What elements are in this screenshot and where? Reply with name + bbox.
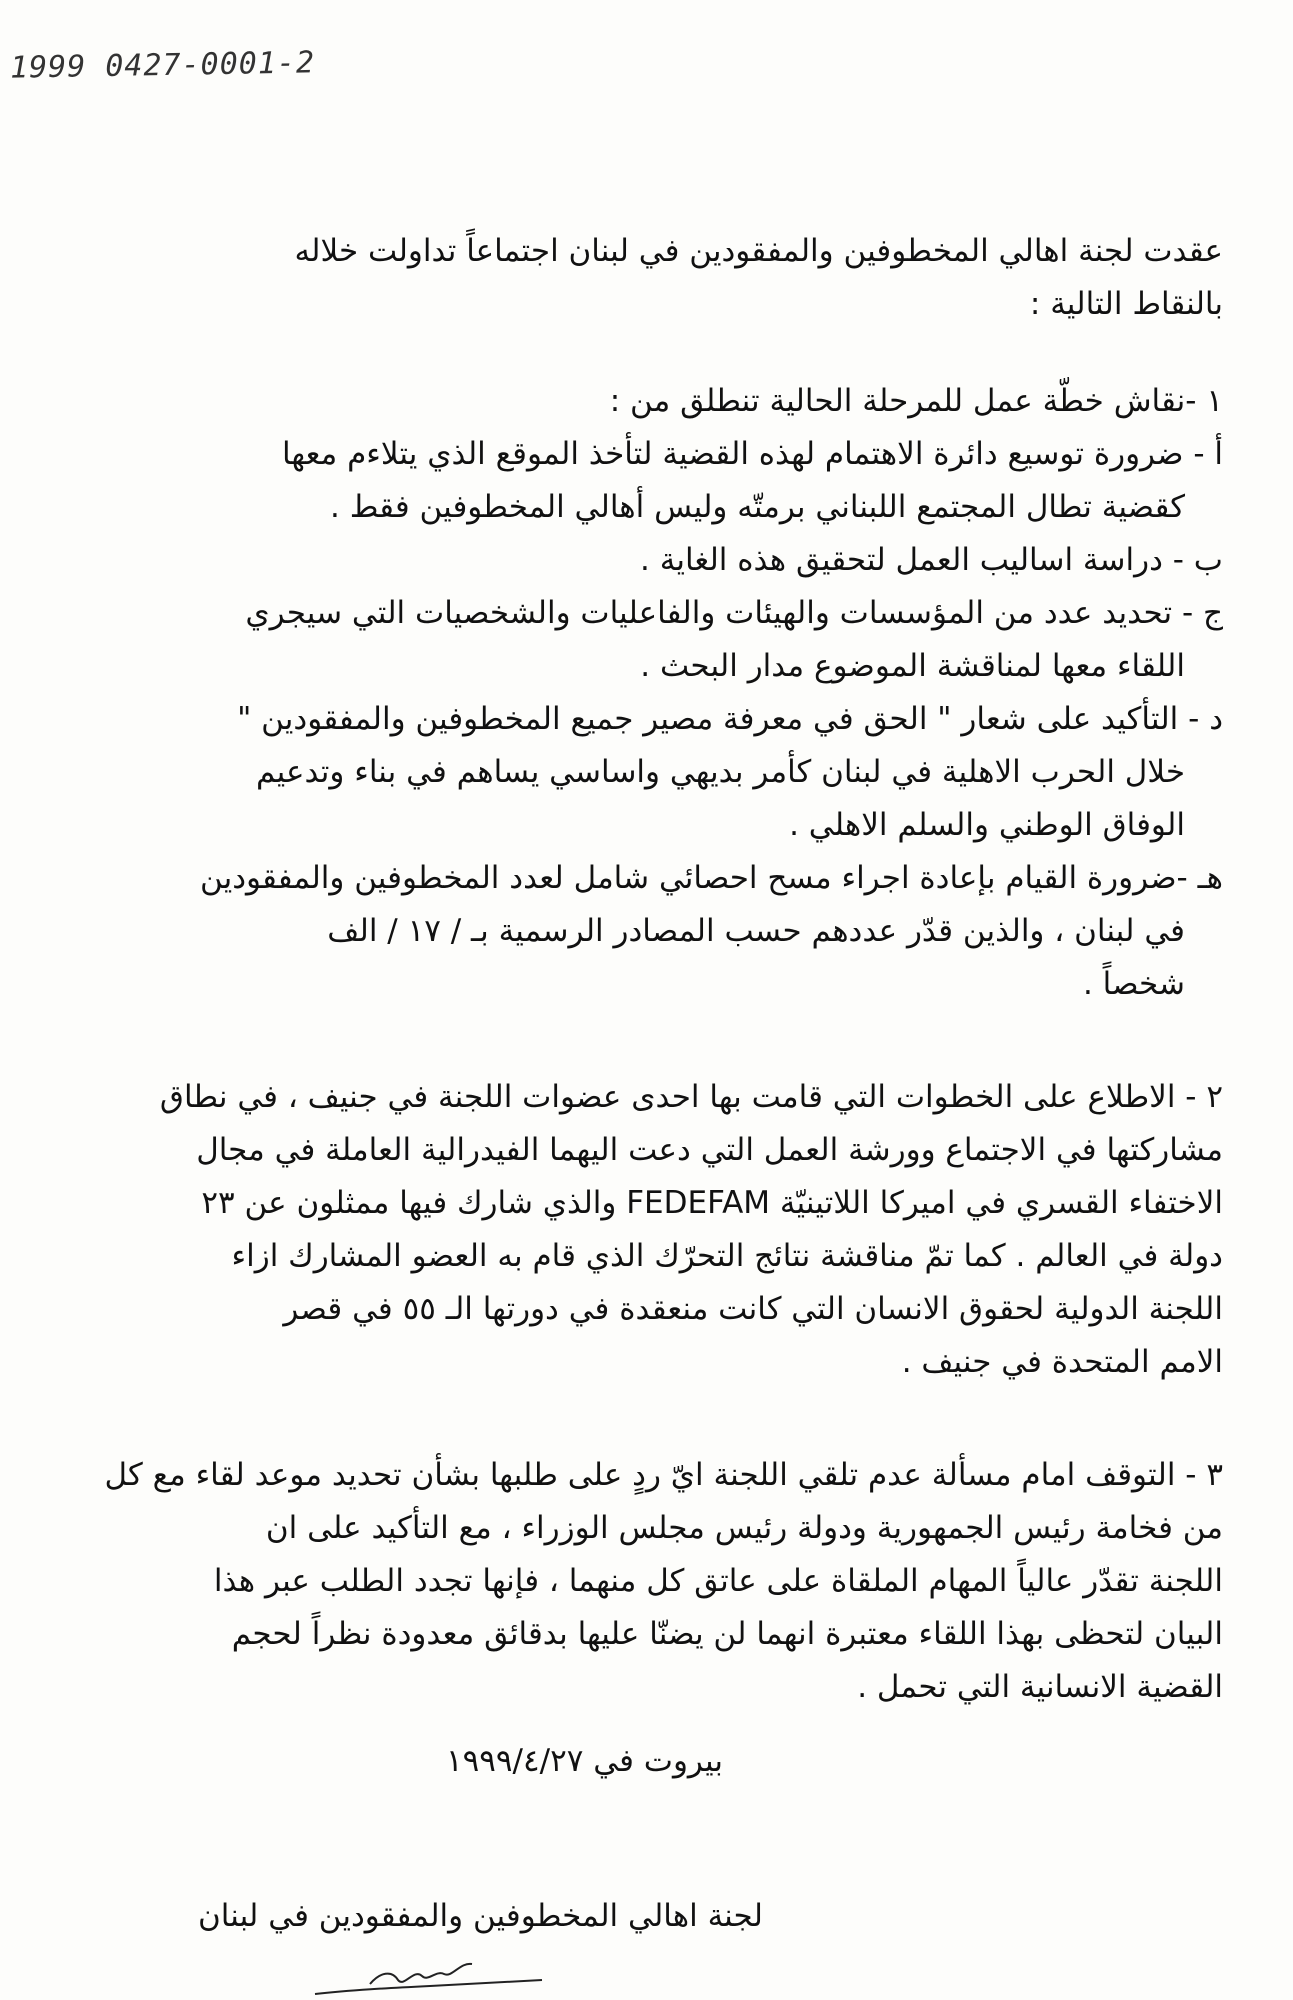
paragraph-line: اللجنة الدولية لحقوق الانسان التي كانت منعقدة في دورتها الـ ٥٥ في قصر bbox=[283, 1291, 1223, 1327]
document-reference-number: 1999 0427-0001-2 bbox=[9, 45, 316, 86]
point-1-section bbox=[40, 375, 1223, 1011]
paragraph-line: البيان لتحظى بهذا اللقاء معتبرة انهما لن يضنّا عليها بدقائق معدودة نظراً لحجم bbox=[231, 1616, 1223, 1652]
point-1-item-b bbox=[40, 534, 1223, 587]
signatory-name: لجنة اهالي المخطوفين والمفقودين في لبنان bbox=[198, 1898, 763, 1934]
paragraph-line: من فخامة رئيس الجمهورية ودولة رئيس مجلس الوزراء ، مع التأكيد على ان bbox=[265, 1510, 1223, 1546]
handwritten-signature bbox=[310, 1950, 550, 2000]
point-1-item-d bbox=[40, 693, 1223, 852]
paragraph-line: الاختفاء القسري في اميركا اللاتينيّة FEDEFAM والذي شارك فيها ممثلون عن ٢٣ bbox=[201, 1185, 1223, 1221]
intro-line: عقدت لجنة اهالي المخطوفين والمفقودين في لبنان اجتماعاً تداولت خلاله bbox=[294, 233, 1223, 269]
intro-paragraph bbox=[40, 225, 1223, 331]
point-1-heading: ١ -نقاش خطّة عمل للمرحلة الحالية تنطلق من : bbox=[609, 383, 1223, 419]
item-line: د - التأكيد على شعار " الحق في معرفة مصير جميع المخطوفين والمفقودين " bbox=[237, 701, 1223, 737]
paragraph-line: اللجنة تقدّر عالياً المهام الملقاة على عاتق كل منهما ، فإنها تجدد الطلب عبر هذا bbox=[213, 1563, 1223, 1599]
intro-line: بالنقاط التالية : bbox=[1029, 286, 1223, 322]
point-3-section bbox=[40, 1449, 1223, 1714]
item-line: كقضية تطال المجتمع اللبناني برمتّه وليس أهالي المخطوفين فقط . bbox=[330, 489, 1185, 525]
paragraph-line: دولة في العالم . كما تمّ مناقشة نتائج التحرّك الذي قام به العضو المشارك ازاء bbox=[231, 1238, 1223, 1274]
item-line: ج - تحديد عدد من المؤسسات والهيئات والفاعليات والشخصيات التي سيجري bbox=[245, 595, 1223, 631]
item-line: هـ -ضرورة القيام بإعادة اجراء مسح احصائي شامل لعدد المخطوفين والمفقودين bbox=[199, 860, 1223, 896]
item-line: في لبنان ، والذين قدّر عددهم حسب المصادر الرسمية بـ / ١٧ / الف bbox=[327, 913, 1185, 949]
item-line: ب - دراسة اساليب العمل لتحقيق هذه الغاية . bbox=[640, 542, 1223, 578]
paragraph-line: الامم المتحدة في جنيف . bbox=[901, 1344, 1223, 1380]
paragraph-line: مشاركتها في الاجتماع وورشة العمل التي دعت اليهما الفيدرالية العاملة في مجال bbox=[196, 1132, 1223, 1168]
item-line: أ - ضرورة توسيع دائرة الاهتمام لهذه القضية لتأخذ الموقع الذي يتلاءم معها bbox=[281, 436, 1223, 472]
item-line: اللقاء معها لمناقشة الموضوع مدار البحث . bbox=[640, 648, 1185, 684]
item-line: الوفاق الوطني والسلم الاهلي . bbox=[789, 807, 1185, 843]
item-line: شخصاً . bbox=[1082, 966, 1185, 1002]
paragraph-line: ٣ - التوقف امام مسألة عدم تلقي اللجنة ايّ ردٍ على طلبها بشأن تحديد موعد لقاء مع كل bbox=[104, 1457, 1223, 1493]
point-1-item-e bbox=[40, 852, 1223, 1011]
document-body bbox=[40, 225, 1223, 1774]
point-1-item-a bbox=[40, 428, 1223, 534]
point-1-item-c bbox=[40, 587, 1223, 693]
point-2-section bbox=[40, 1071, 1223, 1389]
place-and-date: بيروت في ١٩٩٩/٤/٢٧ bbox=[445, 1743, 723, 1779]
paragraph-line: ٢ - الاطلاع على الخطوات التي قامت بها احدى عضوات اللجنة في جنيف ، في نطاق bbox=[159, 1079, 1223, 1115]
item-line: خلال الحرب الاهلية في لبنان كأمر بديهي واساسي يساهم في بناء وتدعيم bbox=[256, 754, 1185, 790]
paragraph-line: القضية الانسانية التي تحمل . bbox=[857, 1669, 1223, 1705]
